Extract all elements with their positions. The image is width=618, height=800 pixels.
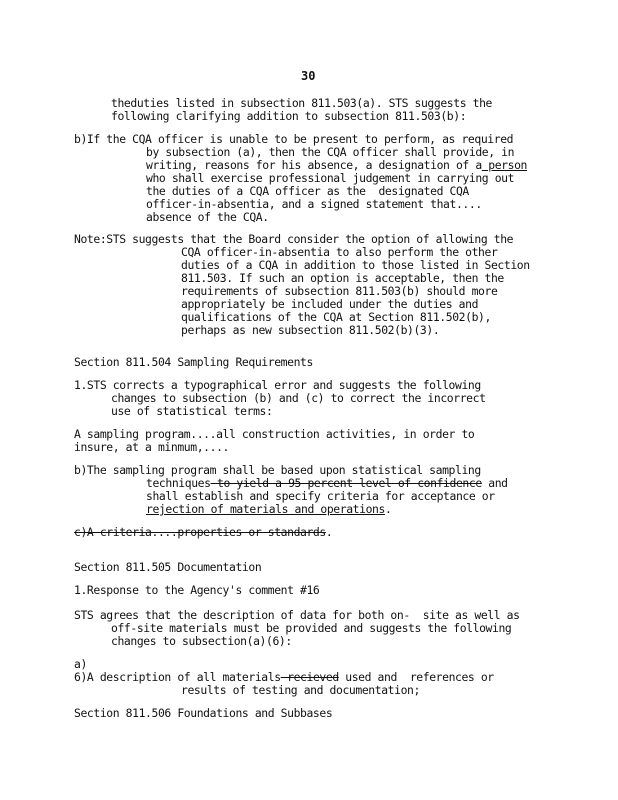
text-line [111, 110, 466, 123]
line-text: 1.STS corrects a typographical error and suggests the following [74, 378, 481, 392]
line-text: changes to subsection(a)(6): [111, 634, 292, 648]
line-text: a) [74, 657, 87, 671]
line-text-tail: . [384, 502, 392, 516]
underlined-text: rejection of materials and operations [146, 502, 385, 516]
line-text-tail: and [481, 476, 508, 490]
line-text-tail: . [325, 525, 333, 539]
line-text: techniques [146, 476, 211, 490]
text-line [74, 584, 319, 597]
text-line [74, 526, 332, 539]
line-text: qualifications of the CQA at Section 811.502(b), [181, 310, 491, 324]
text-line [181, 324, 439, 337]
line-text: Section 811.504 Sampling Requirements [74, 355, 313, 369]
line-text: insure, at a minmum,.... [74, 440, 229, 454]
line-text: requirements of subsection 811.503(b) should more [181, 284, 498, 298]
line-text: duties of a CQA in addition to those listed in Section [181, 258, 530, 272]
struck-text: recieved [280, 670, 339, 684]
section-heading [74, 356, 313, 369]
line-text: shall establish and specify criteria for acceptance or [146, 489, 495, 503]
page-number: 30 [301, 69, 316, 83]
text-line [146, 503, 391, 516]
line-text-tail: used and references or [338, 670, 494, 684]
text-line [111, 405, 272, 418]
section-heading [74, 561, 261, 574]
text-line [181, 684, 420, 697]
line-text: results of testing and documentation; [181, 683, 420, 697]
line-text: off-site materials must be provided and suggests the following [111, 621, 512, 635]
line-text: Section 811.506 Foundations and Subbases [74, 706, 333, 720]
line-text: theduties listed in subsection 811.503(a). STS suggests the [111, 96, 493, 110]
line-text: Note:STS suggests that the Board consider the option of allowing the [74, 232, 514, 246]
line-text: appropriately be included under the duties and [181, 297, 479, 311]
line-text: following clarifying addition to subsection 811.503(b): [111, 109, 467, 123]
line-text: perhaps as new subsection 811.502(b)(3). [181, 323, 440, 337]
line-text: Section 811.505 Documentation [74, 560, 262, 574]
text-line [146, 211, 269, 224]
line-text: A sampling program....all construction activities, in order to [74, 427, 475, 441]
struck-text: c)A criteria....properties or standards [74, 525, 326, 539]
text-line [74, 441, 229, 454]
line-text: who shall exercise professional judgement in carrying out [146, 171, 515, 185]
line-text: 6)A description of all materials [74, 670, 281, 684]
line-text: STS agrees that the description of data for both on- site as well as [74, 608, 520, 622]
struck-text: to yield a 95 percent level of confidence [210, 476, 482, 490]
text-line [111, 635, 292, 648]
line-text: absence of the CQA. [146, 210, 269, 224]
line-text: officer-in-absentia, and a signed statement that.... [146, 197, 482, 211]
line-text: 1.Response to the Agency's comment #16 [74, 583, 320, 597]
line-text: 811.503. If such an option is acceptable, then the [181, 271, 504, 285]
line-text: b)The sampling program shall be based upon statistical sampling [74, 463, 481, 477]
line-text: use of statistical terms: [111, 404, 273, 418]
line-text: writing, reasons for his absence, a designation of a [146, 158, 482, 172]
line-text: b)If the CQA officer is unable to be present to perform, as required [74, 132, 514, 146]
line-text: CQA officer-in-absentia to also perform the other [181, 245, 498, 259]
line-text: by subsection (a), then the CQA officer shall provide, in [146, 145, 515, 159]
line-text: changes to subsection (b) and (c) to correct the incorrect [111, 391, 486, 405]
section-heading [74, 707, 332, 720]
line-text: the duties of a CQA officer as the designated CQA [146, 184, 469, 198]
underlined-text: person [481, 158, 528, 172]
